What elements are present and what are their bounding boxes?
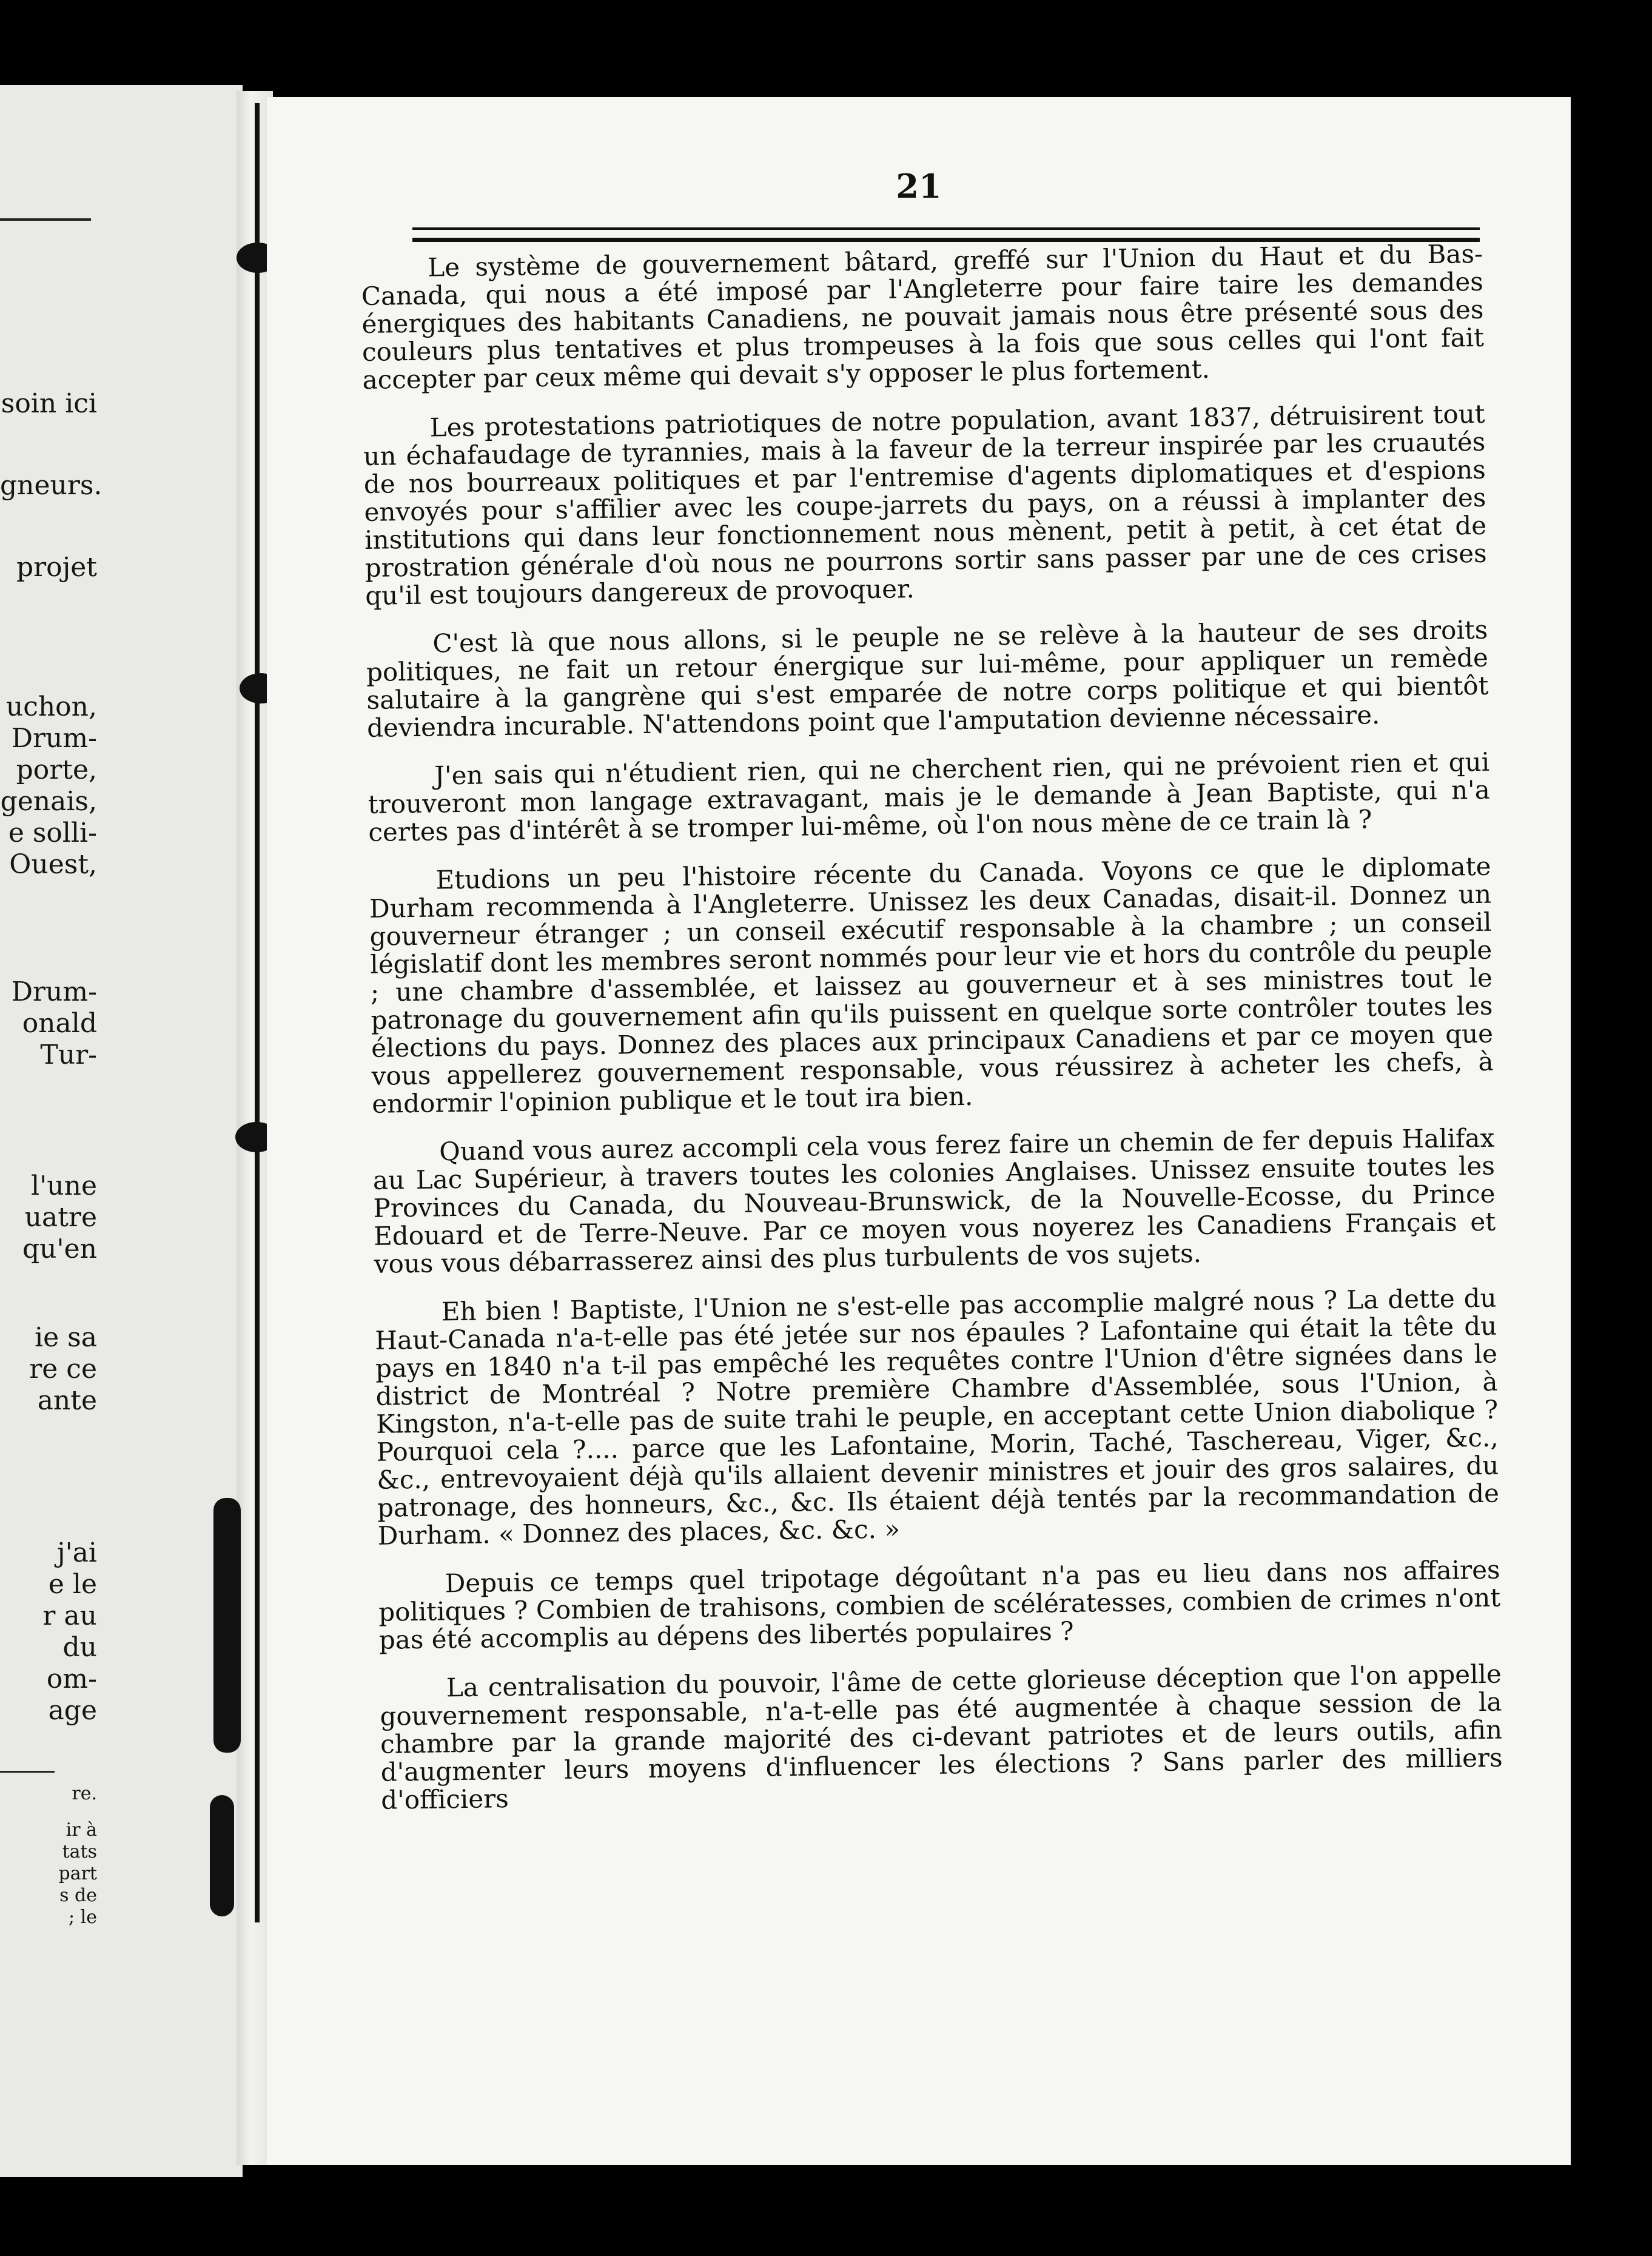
left-fragment: porte, (16, 754, 97, 785)
binding-thread (255, 103, 260, 1922)
left-fragment: e le (48, 1569, 97, 1600)
paragraph: Les protestations patriotiques de notre population, avant 1837, détruisirent tout un échafaudage de tyrannies, mais à la faveur de la terreur inspirée par les cruautés de nos bourreaux politiques et par l'entremise d'agents diplomatiques et d'espions envoyés pour s'affilier avec les coupe-jarrets du pays, on a réussi à implanter des institutions qui dans leur fonctionnement nous mènent, petit à petit, à cet état de prostration générale d'où nous ne pourrons sortir sans passer par une de ces crises qu'il est toujours dangereux de provoquer. (363, 398, 1487, 611)
left-fragment: uchon, (5, 691, 97, 722)
left-fragment: e solli- (8, 817, 97, 848)
left-fragment: Tur- (40, 1039, 97, 1070)
left-footnote-fragment: re. (72, 1783, 97, 1804)
left-footnote-fragment: ; le (69, 1907, 97, 1928)
left-fragment: uatre (24, 1202, 97, 1233)
paragraph: J'en sais qui n'étudient rien, qui ne cherchent rien, qui ne prévoient rien et qui trouveront mon langage extravagant, mais je le demande à Jean Baptiste, qui n'a certes pas d'intérêt à se tromper lui-même, où l'on nous mène de ce train là ? (368, 747, 1491, 847)
page-number: 21 (896, 167, 942, 206)
left-fragment: om- (46, 1663, 97, 1694)
left-footnote-fragment: part (58, 1863, 97, 1884)
left-fragment: Drum- (11, 976, 97, 1007)
left-fragment: onald (22, 1008, 97, 1039)
left-fragment: l'une (31, 1170, 97, 1201)
paragraph: La centralisation du pouvoir, l'âme de cette glorieuse déception que l'on appelle gouvernement responsable, n'a-t-elle pas été augmentée à chaque session de la chambre par la grande majorité des ci-devant patriotes et de leurs outils, afin d'augmenter leurs moyens d'influencer les élections ? Sans parler des milliers d'officiers (380, 1659, 1503, 1815)
left-fragment: qu'en (22, 1234, 97, 1264)
body-text (361, 240, 1508, 2141)
left-footnote-rule (0, 1771, 55, 1773)
paragraph: C'est là que nous allons, si le peuple ne se relève à la hauteur de ses droits politiques, ne fait un retour énergique sur lui-même, pour appliquer un remède salutaire à la gangrène qui s'est emparée de notre corps politique et qui bientôt deviendra incurable. N'attendons point que l'amputation devienne nécessaire. (366, 614, 1489, 743)
left-fragment: soin ici (1, 388, 97, 419)
paragraph: Le système de gouvernement bâtard, greffé sur l'Union du Haut et du Bas-Canada, qui nous a été imposé par l'Angleterre pour faire taire les demandes énergiques des habitants Canadiens, ne pouvait jamais nous être présenté sous des couleurs plus tentatives et plus trompeuses à la fois que sous celles qui l'ont fait accepter par ceux même qui devait s'y opposer le plus fortement. (361, 238, 1485, 395)
left-fragment: ie sa (35, 1322, 97, 1353)
left-fragment: re ce (29, 1354, 97, 1385)
binding-knot (210, 1795, 234, 1916)
left-fragment: projet (16, 552, 97, 583)
left-fragment: j'ai (56, 1537, 97, 1568)
paragraph: Etudions un peu l'histoire récente du Canada. Voyons ce que le diplomate Durham recommenda à l'Angleterre. Unissez les deux Canadas, disait-il. Donnez un gouverneur étranger ; un conseil exécutif responsable à la chambre ; un conseil législatif dont les membres seront nommés pour leur vie et hors du contrôle du peuple ; une chambre d'assemblée, et laissez au gouverneur et à ses ministres tout le patronage du gouvernement afin qu'ils puissent en quelque sorte contrôler toutes les élections du pays. Donnez des places aux principaux Canadiens et par ce moyen que vous appellerez gouvernement responsable, vous réussirez à acheter les chefs, à endormir l'opinion publique et le tout ira bien. (369, 851, 1494, 1119)
left-fragment: du (62, 1632, 97, 1663)
binding-knot (213, 1498, 241, 1753)
paragraph: Eh bien ! Baptiste, l'Union ne s'est-elle pas accomplie malgré nous ? La dette du Haut-Canada n'a-t-elle pas été jetée sur nos épaules ? Lafontaine qui était la tête du pays en 1840 n'a t-il pas empêché les requêtes contre l'Union d'être signées dans le district de Montréal ? Notre première Chambre d'Assemblée, sous l'Union, à Kingston, n'a-t-elle pas de suite trahi le peuple, en acceptant cette Union diabolique ? Pourquoi cela ?.... parce que les Lafontaine, Morin, Taché, Taschereau, Viger, &c., &c., entrevoyaient déjà qu'ils allaient devenir ministres et jouir des gros salaires, du patronage, des honneurs, &c., &c. Ils étaient déjà tentés par la recommandation de Durham. « Donnez des places, &c. &c. » (375, 1283, 1500, 1551)
left-fragment: gneurs. (0, 470, 102, 501)
left-facing-page (0, 85, 243, 2177)
left-fragment: ante (37, 1385, 97, 1416)
right-page (267, 97, 1571, 2165)
left-fragment: Ouest, (9, 849, 97, 880)
left-fragment: age (48, 1695, 97, 1726)
left-fragment: r au (42, 1600, 97, 1631)
left-footnote-fragment: s de (59, 1885, 97, 1906)
left-footnote-fragment: ir à (65, 1819, 97, 1841)
header-rule (412, 227, 1480, 230)
left-fragment: Drum- (11, 723, 97, 754)
left-fragment: genais, (0, 786, 97, 817)
left-header-rule (0, 218, 91, 221)
paragraph: Quand vous aurez accompli cela vous ferez faire un chemin de fer depuis Halifax au Lac Supérieur, à travers toutes les colonies Anglaises. Unissez ensuite toutes les Provinces du Canada, du Nouveau-Brunswick, de la Nouvelle-Ecosse, du Prince Edouard et de Terre-Neuve. Par ce moyen vous noyerez les Canadiens Français et vous vous débarrasserez ainsi des plus turbulents de vos sujets. (372, 1123, 1496, 1279)
left-footnote-fragment: tats (62, 1841, 97, 1862)
paragraph: Depuis ce temps quel tripotage dégoûtant n'a pas eu lieu dans nos affaires politiques ? Combien de trahisons, combien de scélératesses, combien de crimes n'ont pas été accomplis au dépens des libertés populaires ? (378, 1554, 1501, 1655)
